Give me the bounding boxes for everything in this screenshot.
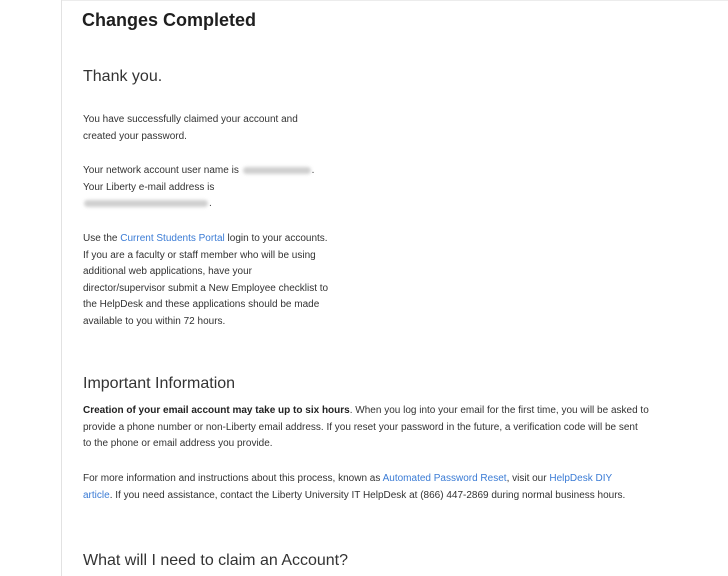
page-title: Changes Completed: [82, 10, 257, 30]
thank-you-heading: Thank you.: [83, 68, 163, 85]
claimed-line-1: You have successfully claimed your account and: [83, 114, 298, 125]
user-name-line: [83, 163, 343, 180]
helpdesk-diy-link[interactable]: HelpDesk DIY: [549, 473, 613, 484]
user-name-label: Your network account user name is: [83, 165, 239, 176]
important-information-heading: Important Information: [83, 375, 236, 392]
more-info-line-2: [83, 488, 689, 505]
claimed-line-2: created your password.: [83, 130, 187, 142]
faculty-line: If you are a faculty or staff member who will be using: [83, 249, 316, 261]
portal-prefix: Use the: [83, 233, 118, 244]
helpdesk-diy-article-link[interactable]: article: [83, 489, 110, 501]
claim-account-heading: What will I need to claim an Account?: [83, 552, 349, 569]
portal-suffix: login to your accounts.: [227, 233, 328, 244]
six-hours-warning: Creation of your email account may take up to six hours: [83, 405, 350, 416]
automated-password-reset-link[interactable]: Automated Password Reset: [382, 473, 507, 484]
redacted-user-name: [243, 167, 311, 174]
more-info-suffix: . If you need assistance, contact the Liberty University IT HelpDesk at (866) 447-2869 during normal business hours.: [109, 489, 626, 501]
user-name-period: .: [311, 165, 315, 176]
account-details: [83, 163, 343, 213]
email-period: .: [209, 198, 212, 209]
availability-line: available to you within 72 hours.: [83, 315, 226, 327]
more-information-paragraph: [83, 471, 689, 504]
helpdesk-line: the HelpDesk and these applications should be made: [83, 299, 320, 310]
email-value-line: [83, 196, 343, 213]
more-info-line-1: [83, 471, 689, 488]
notice-line-3: to the phone or email address you provide.: [83, 438, 273, 449]
notice-line-1-rest: . When you log into your email for the first time, you will be asked to: [349, 405, 649, 416]
portal-line: [83, 231, 363, 248]
web-apps-line: additional web applications, have your: [83, 266, 252, 277]
more-info-prefix: For more information and instructions about this process, known as: [83, 473, 381, 484]
email-label-line: Your Liberty e-mail address is: [83, 181, 215, 193]
email-creation-notice: [83, 403, 689, 453]
portal-instructions: [83, 231, 363, 330]
notice-line-1: [83, 403, 689, 420]
checklist-line: director/supervisor submit a New Employee checklist to: [83, 282, 329, 294]
notice-line-2: provide a phone number or non-Liberty email address. If you reset your password in the future, a verification code will be sent: [83, 421, 638, 433]
content-top-border: [62, 0, 728, 1]
redacted-email-address: [84, 200, 208, 207]
claimed-message: [83, 112, 333, 145]
current-students-portal-link[interactable]: Current Students Portal: [120, 233, 225, 244]
more-info-mid: , visit our: [506, 473, 547, 484]
content-left-border: [61, 0, 62, 576]
